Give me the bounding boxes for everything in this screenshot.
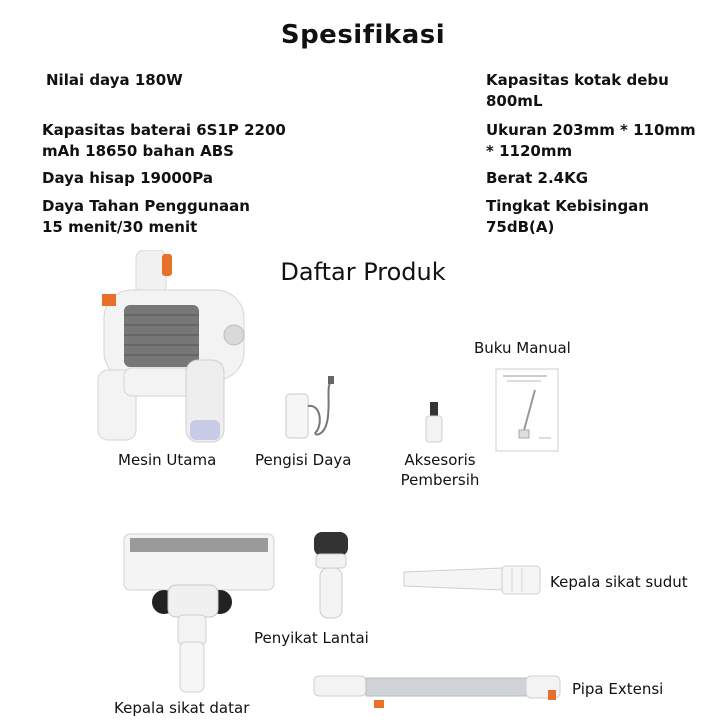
extension-pipe-icon: [312, 666, 564, 712]
flat-head-label: Kepala sikat datar: [114, 699, 250, 717]
page-title: Spesifikasi: [280, 20, 446, 50]
spec-dustbox: Kapasitas kotak debu 800mL: [486, 71, 669, 110]
spec-suction: Daya hisap 19000Pa: [42, 169, 213, 187]
manual-icon: [495, 368, 559, 452]
main-unit-label: Mesin Utama: [118, 451, 217, 469]
cleaning-tool-icon: [424, 402, 444, 444]
flat-head-icon: [120, 530, 280, 695]
manual-label: Buku Manual: [474, 339, 571, 357]
crevice-head-label: Kepala sikat sudut: [550, 573, 688, 591]
product-list-heading: Daftar Produk: [280, 258, 446, 286]
crevice-head-icon: [402, 562, 542, 596]
extension-pipe-label: Pipa Extensi: [572, 680, 664, 698]
spec-weight: Berat 2.4KG: [486, 169, 589, 187]
floor-brush-tool-icon: [306, 528, 356, 620]
floor-brush-label: Penyikat Lantai: [254, 629, 369, 647]
cleaning-tool-label: Aksesoris Pembersih: [400, 451, 480, 489]
spec-battery: Kapasitas baterai 6S1P 2200 mAh 18650 bahan ABS: [42, 121, 286, 160]
spec-runtime: Daya Tahan Penggunaan 15 menit/30 menit: [42, 197, 250, 236]
spec-noise: Tingkat Kebisingan 75dB(A): [486, 197, 649, 236]
charger-label: Pengisi Daya: [255, 451, 352, 469]
main-unit-icon: [94, 250, 254, 445]
spec-size: Ukuran 203mm * 110mm * 1120mm: [486, 121, 696, 160]
spec-power: Nilai daya 180W: [46, 71, 183, 89]
charger-icon: [282, 376, 338, 442]
